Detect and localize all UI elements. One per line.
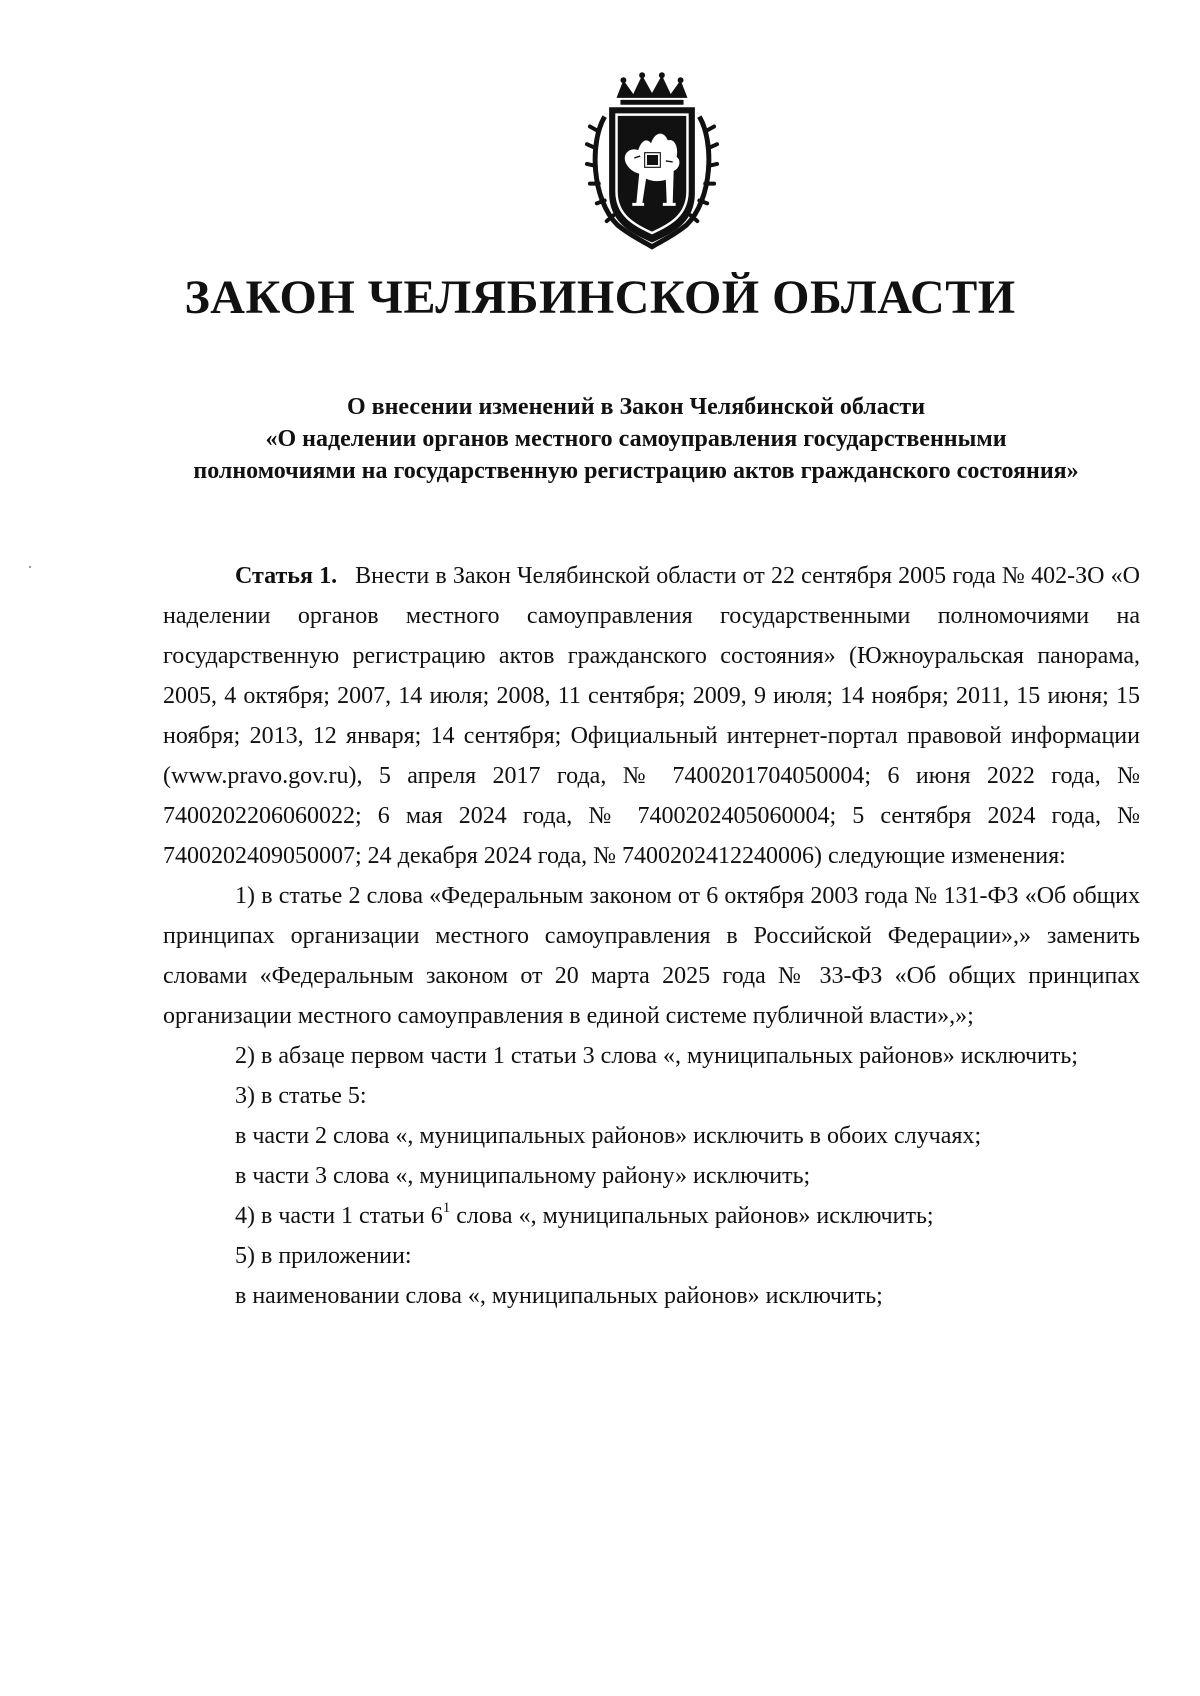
law-title: ЗАКОН ЧЕЛЯБИНСКОЙ ОБЛАСТИ: [184, 271, 1016, 324]
amendment-item-4-suffix: слова «, муниципальных районов» исключить;: [450, 1203, 934, 1229]
article-1: [163, 556, 1140, 1316]
article-intro-text: Внести в Закон Челябинской области от 22 сентября 2005 года № 402-ЗО «О наделении органов местного самоуправления государственными полномочиями на государственную регистрацию актов гражданского состояния» (Южноуральская панорама, 2005, 4 октября; 2007, 14 июля; 2008, 11 сентября; 2009, 9 июля; 14 ноября; 2011, 15 июня; 15 ноября; 2013, 12 января; 14 сентября; Официальный интернет-портал правовой информации (www.pravo.gov.ru), 5 апреля 2017 года, № 7400201704050004; 6 июня 2022 года, № 7400202206060022; 6 мая 2024 года, № 7400202405060004; 5 сентября 2024 года, № 7400202409050007; 24 декабря 2024 года, № 7400202412240006) следующие изменения:: [163, 563, 1140, 869]
law-subtitle: [140, 391, 1132, 487]
scan-dot: [29, 566, 31, 568]
amendment-item-3-subitem-2: в части 3 слова «, муниципальному району» исключить;: [235, 1163, 811, 1189]
subtitle-line: полномочиями на государственную регистрацию актов гражданского состояния»: [193, 458, 1079, 484]
article-intro-paragraph: [163, 556, 1140, 876]
amendment-item-4: [163, 1196, 1140, 1236]
amendment-item-3-subitem-1: в части 2 слова «, муниципальных районов» исключить в обоих случаях;: [235, 1123, 982, 1149]
article-label: Статья 1.: [235, 563, 338, 589]
amendment-item-3: 3) в статье 5:: [235, 1083, 367, 1109]
amendment-item-4-prefix: 4) в части 1 статьи 6: [235, 1203, 443, 1229]
coat-of-arms-icon: [583, 68, 721, 252]
amendment-item-5: 5) в приложении:: [235, 1243, 412, 1269]
amendment-item-1: 1) в статье 2 слова «Федеральным законом от 6 октября 2003 года № 131-ФЗ «Об общих принципах организации местного самоуправления в Российской Федерации»,» заменить словами «Федеральным законом от 20 марта 2025 года № 33-ФЗ «Об общих принципах организации местного самоуправления в единой системе публичной власти»,»;: [163, 883, 1140, 1029]
subtitle-line: «О наделении органов местного самоуправления государственными: [265, 426, 1007, 452]
amendment-item-2: 2) в абзаце первом части 1 статьи 3 слова «, муниципальных районов» исключить;: [235, 1043, 1078, 1069]
amendment-item-5-subitem-1: в наименовании слова «, муниципальных районов» исключить;: [235, 1283, 883, 1309]
superscript-index: 1: [442, 1200, 451, 1216]
subtitle-line: О внесении изменений в Закон Челябинской области: [346, 394, 926, 420]
